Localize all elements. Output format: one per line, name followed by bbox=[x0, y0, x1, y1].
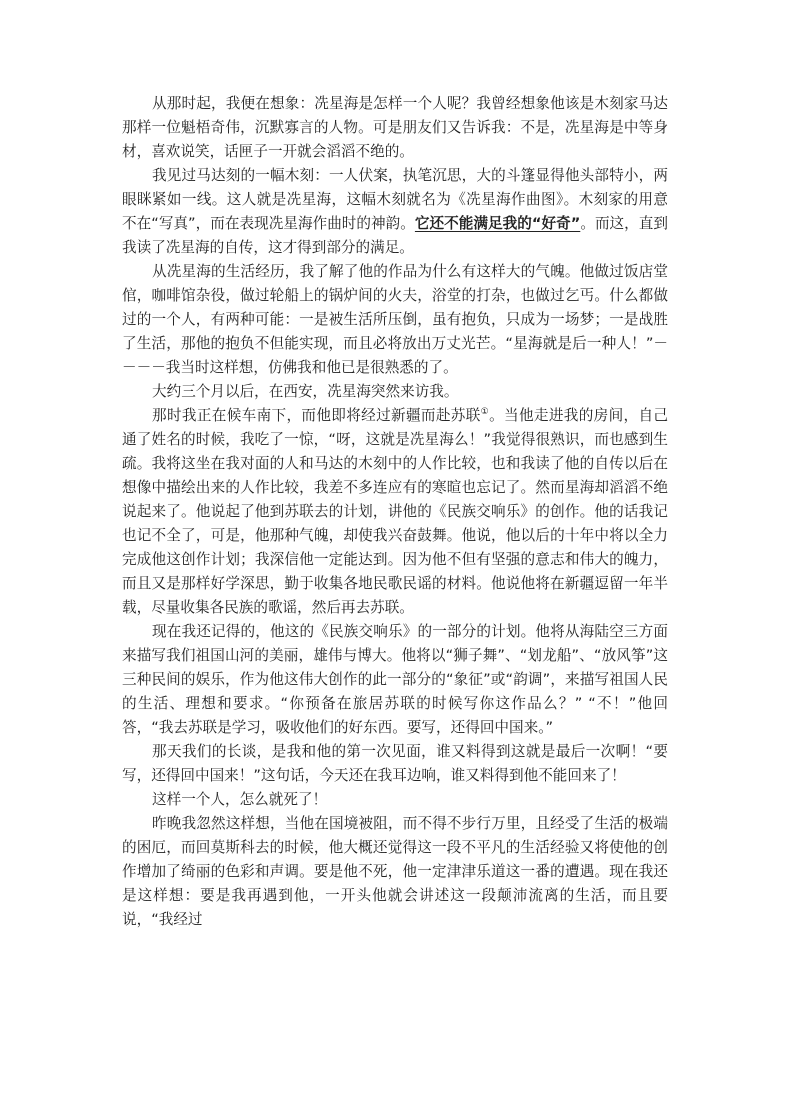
paragraph-2-text-after: 。而这，直到我读了冼星海的自传，这才得到部分的满足。 bbox=[122, 215, 669, 256]
paragraph-2 bbox=[122, 164, 668, 260]
paragraph-5 bbox=[122, 404, 668, 620]
paragraph-5-text-after: 。当他走进我的房间，自己通了姓名的时候，我吃了一惊，“呀，这就是冼星海么！”我觉得很熟识，而也感到生疏。我将这坐在我对面的人和马达的木刻中的人作比较，也和我读了他的自传以后在想像中描绘出来的人作比较，我差不多连应有的寒暄也忘记了。然而星海却滔滔不绝说起来了。他说起了他到苏联去的计划，讲他的《民族交响乐》的创作。他的话我记也记不全了，可是，他那种气魄，却使我兴奋鼓舞。他说，他以后的十年中将以全力完成他这创作计划；我深信他一定能达到。因为他不但有坚强的意志和伟大的魄力，而且又是那样好学深思，勤于收集各地民歌民谣的材料。他说他将在新疆逗留一年半载，尽量收集各民族的歌谣，然后再去苏联。 bbox=[122, 407, 668, 616]
paragraph-6: 现在我还记得的，他这的《民族交响乐》的一部分的计划。他将从海陆空三方面来描写我们祖国山河的美丽，雄伟与博大。他将以“狮子舞”、“划龙船”、“放风筝”这三种民间的娱乐，作为他这伟大创作的此一部分的“象征”或“韵调”，来描写祖国人民的生活、理想和要求。“你预备在旅居苏联的时候写你这作品么？” “不！”他回答，“我去苏联是学习，吸收他们的好东西。要写，还得回中国来。” bbox=[122, 623, 668, 736]
paragraph-9: 昨晚我忽然这样想，当他在国境被阻，而不得不步行万里，且经受了生活的极端的困厄，而回莫斯科去的时候，他大概还觉得这一段不平凡的生活经验又将使他的创作增加了绮丽的色彩和声调。要是他不死，他一定津津乐道这一番的遭遇。现在我还是这样想：要是我再遇到他，一开头他就会讲述这一段颠沛流离的生活，而且要说，“我经过 bbox=[122, 815, 668, 928]
paragraph-7: 那天我们的长谈，是我和他的第一次见面，谁又料得到这就是最后一次啊！“要写，还得回中国来！”这句话，今天还在我耳边响，谁又料得到他不能回来了！ bbox=[122, 743, 668, 784]
emphasized-sentence: 它还不能满足我的“好奇” bbox=[414, 215, 581, 232]
paragraph-4: 大约三个月以后，在西安，冼星海突然来访我。 bbox=[152, 383, 459, 400]
footnote-marker: ① bbox=[480, 407, 490, 418]
paragraph-8: 这样一个人，怎么就死了！ bbox=[152, 791, 328, 808]
paragraph-5-text-before: 那时我正在候车南下，而他即将经过新疆而赴苏联 bbox=[152, 407, 481, 424]
paragraph-3: 从冼星海的生活经历，我了解了他的作品为什么有这样大的气魄。他做过饭店堂倌，咖啡馆杂役，做过轮船上的锅炉间的火夫，浴堂的打杂，也做过乞丐。什么都做过的一个人，有两种可能：一是被生活所压倒，虽有抱负，只成为一场梦；一是战胜了生活，那他的抱负不但能实现，而且必将放出万丈光芒。“星海就是后一种人！”－－－－我当时这样想，仿佛我和他已是很熟悉的了。 bbox=[122, 263, 668, 376]
paragraph-1: 从那时起，我便在想象：冼星海是怎样一个人呢？我曾经想象他该是木刻家马达那样一位魁梧奇伟，沉默寡言的人物。可是朋友们又告诉我：不是，冼星海是中等身材，喜欢说笑，话匣子一开就会滔滔不绝的。 bbox=[122, 95, 668, 160]
paragraph-2-text-before: 我见过马达刻的一幅木刻：一人伏案，执笔沉思，大的斗篷显得他头部特小，两眼眯紧如一线。这人就是冼星海，这幅木刻就名为《冼星海作曲图》。木刻家的用意不在“写真”，而在表现冼星海作曲时的神韵。 bbox=[122, 167, 668, 232]
essay-body bbox=[122, 92, 668, 932]
